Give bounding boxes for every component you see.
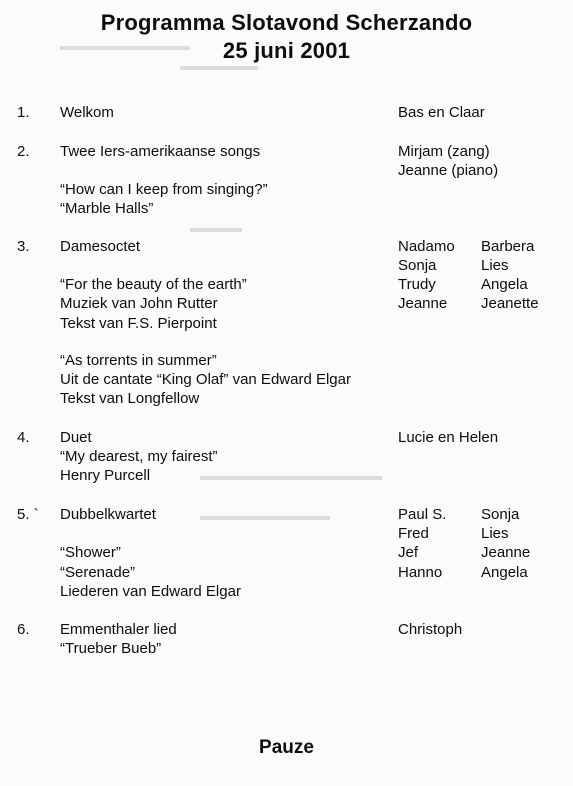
program-title: Programma Slotavond Scherzando [100,10,473,35]
bleed-through-text: ▬▬▬▬▬▬▬▬▬▬▬▬▬▬ [200,468,382,483]
item-performer: Jeanne [481,544,531,561]
item-performer: Nadamo [398,238,455,255]
item-performer: Jeanne [398,295,448,312]
item-number: 3. [17,238,30,255]
item-performer: Jeanette [481,295,539,312]
item-performer: Jeanne (piano) [398,162,499,179]
item-line: “Serenade” [60,564,136,581]
item-line: Liederen van Edward Elgar [60,583,241,600]
bleed-through-text: ▬▬▬▬▬▬ [180,58,258,73]
bleed-through-text: ▬▬▬▬▬▬▬▬▬▬ [200,508,330,523]
item-performer: Angela [481,276,528,293]
item-performer: Sonja [398,257,437,274]
item-piece: “How can I keep from singing?” [60,181,268,198]
item-line: Muziek van John Rutter [60,295,218,312]
item-line: Henry Purcell [60,467,151,484]
item-performer: Lucie en Helen [398,429,499,446]
item-line: Tekst van Longfellow [60,390,200,407]
item-title: Duet [60,429,92,446]
item-performer: Christoph [398,621,463,638]
item-line: “For the beauty of the earth” [60,276,247,293]
item-performer: Sonja [481,506,520,523]
item-performer: Lies [481,257,509,274]
item-number: 2. [17,143,30,160]
item-performer: Jef [398,544,419,561]
item-performer: Paul S. [398,506,447,523]
item-performer: Lies [481,525,509,542]
pause-heading: Pauze [259,737,314,758]
item-title: Emmenthaler lied [60,621,177,638]
item-performer: Hanno [398,564,443,581]
item-number: 5. ` [17,506,39,523]
item-performer: Barbera [481,238,535,255]
item-line: Uit de cantate “King Olaf” van Edward Elgar [60,371,351,388]
item-performer: Bas en Claar [398,104,485,121]
item-piece: “Marble Halls” [60,200,154,217]
item-line: “Trueber Bueb” [60,640,162,657]
item-title: Twee Iers-amerikaanse songs [60,143,261,160]
item-title: Welkom [60,104,114,121]
item-line: “As torrents in summer” [60,352,217,369]
item-number: 4. [17,429,30,446]
item-performer: Trudy [398,276,436,293]
item-number: 6. [17,621,30,638]
item-line: “Shower” [60,544,121,561]
program-date: 25 juni 2001 [222,38,351,63]
item-line: “My dearest, my fairest” [60,448,218,465]
bleed-through-text: ▬▬▬▬ [190,220,242,235]
bleed-through-text: ▬▬▬▬▬▬▬▬▬▬ [60,38,190,53]
item-title: Damesoctet [60,238,141,255]
item-performer: Fred [398,525,429,542]
item-title: Dubbelkwartet [60,506,156,523]
item-performer: Angela [481,564,528,581]
item-line: Tekst van F.S. Pierpoint [60,315,217,332]
item-number: 1. [17,104,30,121]
item-performer: Mirjam (zang) [398,143,490,160]
